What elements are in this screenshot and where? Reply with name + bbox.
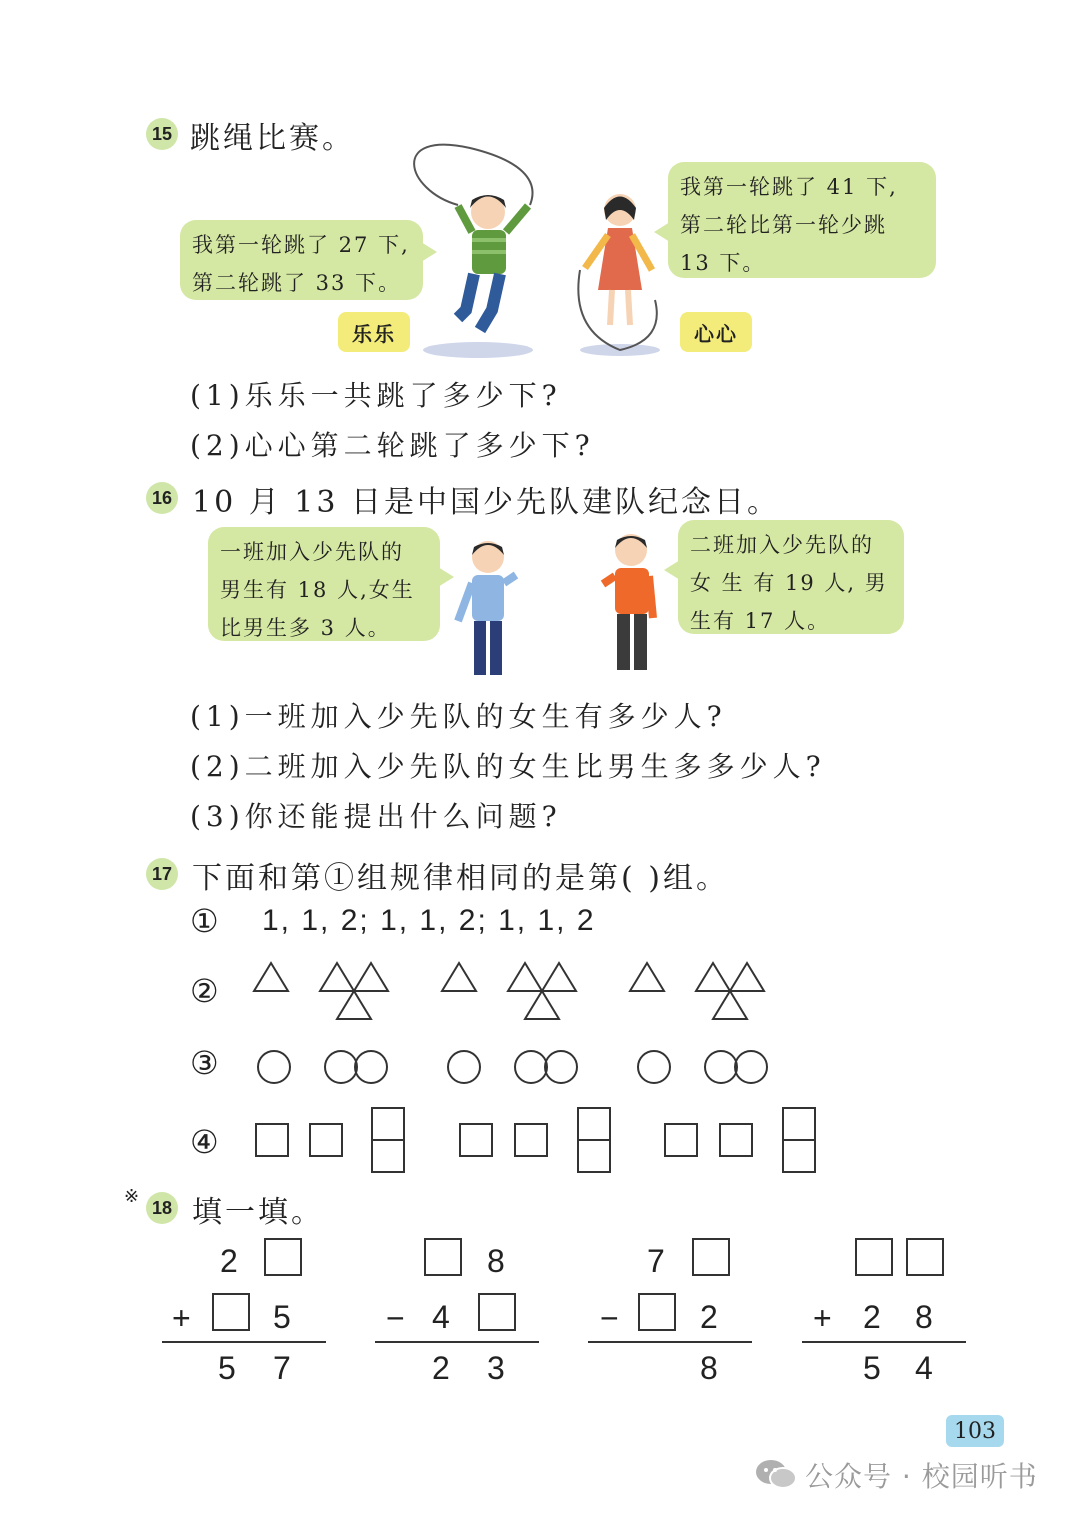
number-sequence: 1, 1, 2; 1, 1, 2; 1, 1, 2	[262, 904, 596, 937]
bubble-line: 第二轮跳了 33 下。	[192, 271, 402, 295]
class2-speech-bubble	[678, 520, 904, 634]
name-tag-lele: 乐乐	[338, 312, 410, 352]
subtrahend-digit: 2	[700, 1299, 718, 1335]
answer-box[interactable]	[692, 1238, 730, 1276]
group-label-3: ③	[190, 1044, 219, 1082]
wechat-icon	[755, 1458, 797, 1492]
bubble-line: 我第一轮跳了 41 下,	[680, 175, 898, 199]
square-pattern	[250, 1102, 830, 1177]
result-digit: 8	[700, 1350, 718, 1386]
sub-question: (2)二班加入少先队的女生比男生多多少人?	[190, 750, 826, 783]
result-digit: 7	[273, 1350, 291, 1386]
bubble-line: 男生有 18 人,女生	[220, 578, 415, 602]
group-label-4: ④	[190, 1123, 219, 1161]
bubble-line: 一班加入少先队的	[220, 540, 404, 564]
operator: −	[600, 1300, 619, 1336]
question-title-16: 10 月 13 日是中国少先队建队纪念日。	[192, 485, 780, 520]
sum-line	[802, 1341, 966, 1343]
optional-mark: ※	[124, 1186, 140, 1207]
answer-box[interactable]	[906, 1238, 944, 1276]
bubble-line: 女 生 有 19 人, 男	[690, 571, 888, 595]
addend-digit: 2	[863, 1299, 881, 1335]
subtrahend-digit: 4	[432, 1299, 450, 1335]
answer-box[interactable]	[478, 1293, 516, 1331]
question-title-15: 跳绳比赛。	[190, 121, 355, 156]
question-number-17: 17	[146, 858, 178, 890]
bubble-line: 第二轮比第一轮少跳	[680, 213, 887, 237]
addend-digit: 8	[915, 1299, 933, 1335]
difference-line	[375, 1341, 539, 1343]
answer-box[interactable]	[424, 1238, 462, 1276]
addend-digit: 5	[273, 1299, 291, 1335]
answer-box[interactable]	[855, 1238, 893, 1276]
boy-blue-shirt-illustration	[452, 535, 527, 685]
question-number-15: 15	[146, 118, 178, 150]
difference-line	[588, 1341, 752, 1343]
minuend-digit: 8	[487, 1243, 505, 1279]
bubble-line: 二班加入少先队的	[690, 533, 874, 557]
class1-speech-bubble	[208, 527, 440, 641]
page-number: 103	[946, 1415, 1004, 1447]
addend-digit: 2	[220, 1243, 238, 1279]
bubble-line: 生有 17 人。	[690, 609, 831, 633]
result-digit: 4	[915, 1350, 933, 1386]
question-number-16: 16	[146, 482, 178, 514]
bubble-line: 比男生多 3 人。	[220, 616, 391, 640]
watermark-text: 公众号 · 校园听书	[805, 1460, 1038, 1493]
bubble-line: 13 下。	[680, 251, 766, 275]
operator: +	[813, 1300, 832, 1336]
group-label-2: ②	[190, 972, 219, 1010]
result-digit: 5	[218, 1350, 236, 1386]
sub-question: (2)心心第二轮跳了多少下?	[190, 429, 595, 462]
boy-jumping-rope-illustration	[400, 140, 550, 365]
girl-jumping-rope-illustration	[570, 180, 670, 360]
minuend-digit: 7	[647, 1243, 665, 1279]
boy-orange-shirt-illustration	[595, 528, 665, 680]
operator: +	[172, 1300, 191, 1336]
answer-box[interactable]	[212, 1293, 250, 1331]
triangle-pattern	[240, 955, 780, 1030]
name-tag-xinxin: 心心	[680, 312, 752, 352]
operator: −	[386, 1300, 405, 1336]
circle-pattern	[250, 1045, 780, 1090]
lele-speech-bubble	[180, 220, 423, 300]
answer-box[interactable]	[638, 1293, 676, 1331]
result-digit: 5	[863, 1350, 881, 1386]
bubble-line: 我第一轮跳了 27 下,	[192, 233, 410, 257]
group-label-1: ①	[190, 902, 219, 940]
question-number-18: 18	[146, 1192, 178, 1224]
sub-question: (1)乐乐一共跳了多少下?	[190, 379, 562, 412]
result-digit: 3	[487, 1350, 505, 1386]
sub-question: (3)你还能提出什么问题?	[190, 800, 562, 833]
question-title-17: 下面和第①组规律相同的是第( )组。	[192, 861, 729, 896]
xinxin-speech-bubble	[668, 162, 936, 278]
result-digit: 2	[432, 1350, 450, 1386]
sub-question: (1)一班加入少先队的女生有多少人?	[190, 700, 727, 733]
sum-line	[162, 1341, 326, 1343]
answer-box[interactable]	[264, 1238, 302, 1276]
question-title-18: 填一填。	[192, 1195, 324, 1230]
bubble-tail	[664, 560, 680, 580]
